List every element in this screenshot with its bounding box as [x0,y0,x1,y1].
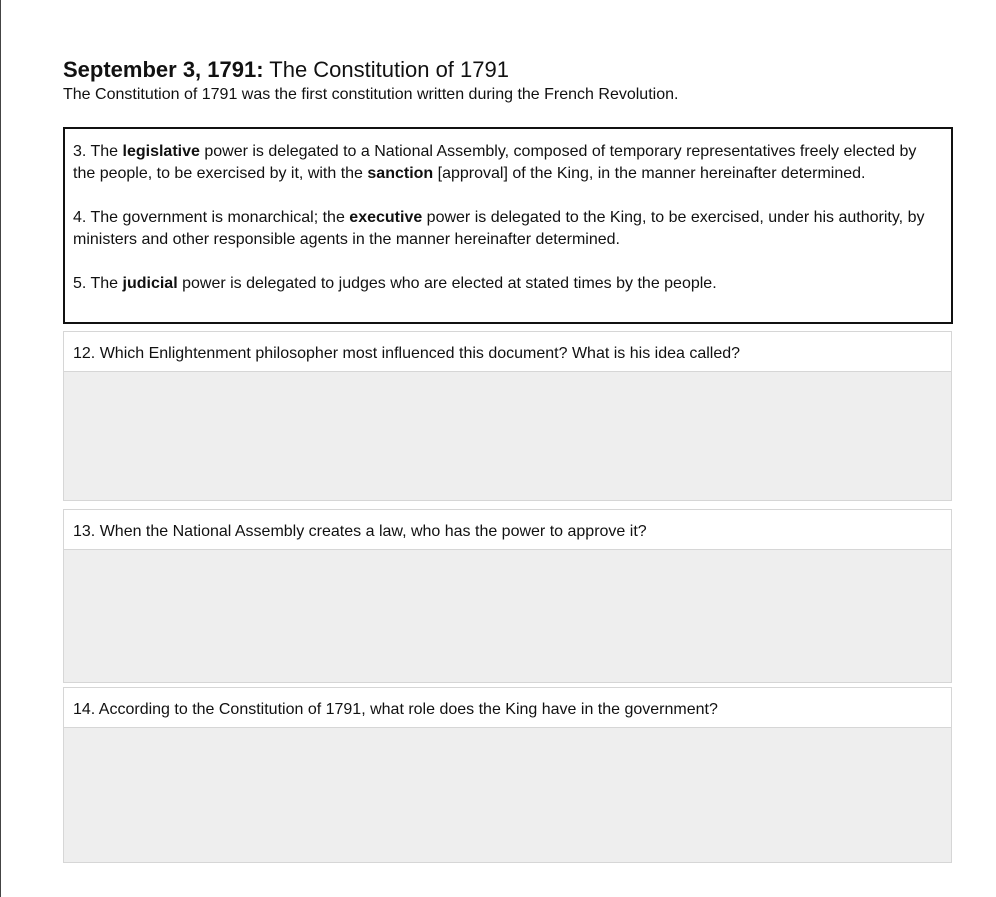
page-subtitle: The Constitution of 1791 was the first constitution written during the French Revolution. [63,86,679,103]
term-legislative: legislative [122,143,200,160]
question-14 [63,687,952,863]
article-5-prefix: 5. The [73,275,123,292]
article-5-suffix: power is delegated to judges who are elected at stated times by the people. [177,275,717,292]
page-title [63,56,509,84]
term-sanction: sanction [367,165,434,182]
question-13-text: 13. When the National Assembly creates a law, who has the power to approve it? [64,510,951,550]
article-3-prefix: 3. The [73,143,123,160]
answer-box-13[interactable] [64,550,951,682]
article-3-suffix: [approval] of the King, in the manner hereinafter determined. [433,165,866,182]
article-4-prefix: 4. The government is monarchical; the [73,209,350,226]
question-14-text: 14. According to the Constitution of 1791, what role does the King have in the government? [64,688,951,728]
answer-box-14[interactable] [64,728,951,862]
article-3-middle: power is delegated to a National Assembly, composed of temporary representatives freely elected by the people, to be exercised by it, with the [73,143,917,182]
article-5 [73,273,943,295]
question-12 [63,331,952,501]
constitution-excerpt [63,127,953,324]
term-executive: executive [349,209,423,226]
title-text: The Constitution of 1791 [269,57,509,82]
page-edge-line [0,0,1,897]
article-3 [73,141,943,185]
term-judicial: judicial [122,275,178,292]
title-date: September 3, 1791: [63,57,264,82]
answer-box-12[interactable] [64,372,951,500]
article-4 [73,207,943,251]
question-13 [63,509,952,683]
question-12-text: 12. Which Enlightenment philosopher most influenced this document? What is his idea called? [64,332,951,372]
article-4-suffix: power is delegated to the King, to be exercised, under his authority, by ministers and other responsible agents in the manner hereinafter determined. [73,209,925,248]
